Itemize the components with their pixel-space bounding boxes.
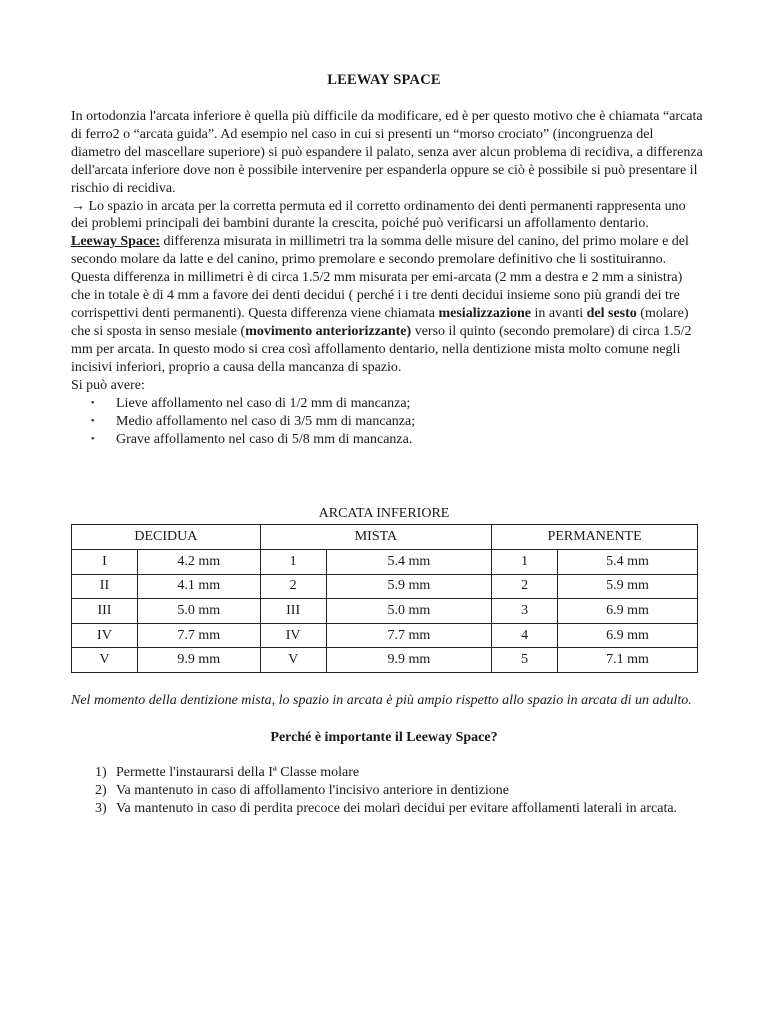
table-cell: 1 xyxy=(492,550,558,575)
list-item xyxy=(71,782,683,800)
leeway-term: Leeway Space: xyxy=(71,234,161,250)
table-cell: 7.1 mm xyxy=(558,648,698,673)
paragraph-difference xyxy=(71,269,703,376)
difference-text-c: in avanti xyxy=(531,305,587,321)
paragraph-definition xyxy=(71,233,703,269)
table-cell: 5 xyxy=(492,648,558,673)
table-cell: 5.4 mm xyxy=(558,550,698,575)
list-item-text: Va mantenuto in caso di perdita precoce dei molari decidui per evitare affollamenti laterali in arcata. xyxy=(116,801,678,816)
table-cell: IV xyxy=(72,623,138,648)
table-cell: 7.7 mm xyxy=(137,623,260,648)
table-cell: 5.0 mm xyxy=(326,599,492,624)
list-item-text: Permette l'instaurarsi della Iª Classe molare xyxy=(116,765,360,780)
document-title: LEEWAY SPACE xyxy=(327,72,441,88)
header-decidua: DECIDUA xyxy=(72,525,261,550)
bullet-icon: • xyxy=(91,415,95,427)
table-cell: 9.9 mm xyxy=(137,648,260,673)
table-cell: III xyxy=(72,599,138,624)
table-cell: III xyxy=(260,599,326,624)
document-body xyxy=(71,108,703,450)
table-row xyxy=(72,623,698,648)
table-cell: 4 xyxy=(492,623,558,648)
italic-note: Nel momento della dentizione mista, lo spazio in arcata è più ampio rispetto allo spazio in arcata di un adulto. xyxy=(71,693,692,708)
difference-text-e: (molare) che si sposta in senso mesiale ( xyxy=(71,305,689,339)
item-number: 3) xyxy=(95,801,107,816)
paragraph-arrow: → Lo spazio in arcata per la corretta permuta ed il corretto ordinamento dei denti permanenti rappresenta uno dei problemi principali dei bambini durante la crescita, poiché può verificarsi un affollamento dentario. xyxy=(71,198,686,232)
section-subtitle: Perché è importante il Leeway Space? xyxy=(270,730,498,745)
table-cell: IV xyxy=(260,623,326,648)
list-item-text: Grave affollamento nel caso di 5/8 mm di mancanza. xyxy=(116,432,413,448)
table-cell: I xyxy=(72,550,138,575)
table-cell: 2 xyxy=(492,574,558,599)
term-movimento: movimento anteriorizzante) xyxy=(245,323,412,339)
list-item-text: Medio affollamento nel caso di 3/5 mm di mancanza; xyxy=(116,413,416,429)
difference-text-g: verso il quinto (secondo premolare) di circa 1.5/2 mm per arcata. In questo modo si crea così affollamento dentario, nella dentizione mista molto comune negli incisivi inferiori, proprio a causa della mancanza di spazio. xyxy=(71,323,692,375)
item-number: 2) xyxy=(95,783,107,798)
definition-text: differenza misurata in millimetri tra la somma delle misure del canino, del primo molare e del secondo molare da latte e del canino, primo premolare e secondo premolare definitivo che li sostituiranno. xyxy=(71,234,689,268)
paragraph-si-puo: Si può avere: xyxy=(71,377,145,393)
arcata-table xyxy=(71,524,698,673)
header-mista: MISTA xyxy=(260,525,492,550)
table-cell: 1 xyxy=(260,550,326,575)
table-cell: 3 xyxy=(492,599,558,624)
term-del-sesto: del sesto xyxy=(586,305,637,321)
bullet-icon: • xyxy=(91,434,95,446)
table-cell: 7.7 mm xyxy=(326,623,492,648)
table-cell: 4.2 mm xyxy=(137,550,260,575)
list-item-text: Lieve affollamento nel caso di 1/2 mm di mancanza; xyxy=(116,395,411,411)
list-item-text: Va mantenuto in caso di affollamento l'incisivo anteriore in dentizione xyxy=(116,783,509,798)
reasons-list xyxy=(71,764,683,818)
item-number: 1) xyxy=(95,765,107,780)
table-row xyxy=(72,550,698,575)
table-cell: 6.9 mm xyxy=(558,623,698,648)
table-cell: V xyxy=(72,648,138,673)
list-item xyxy=(71,764,683,782)
table-cell: 5.0 mm xyxy=(137,599,260,624)
table-row xyxy=(72,599,698,624)
table-cell: II xyxy=(72,574,138,599)
table-cell: 5.9 mm xyxy=(558,574,698,599)
table-cell: 5.9 mm xyxy=(326,574,492,599)
paragraph-intro: In ortodonzia l'arcata inferiore è quella più difficile da modificare, ed è per questo motivo che è chiamata “arcata di ferro2 o “arcata guida”. Ad esempio nel caso in cui si presenti un “morso crociato” (incongruenza del diametro del mascellare superiore) si può espandere il palato, senza aver alcun problema di recidiva, a differenza dell'arcata inferiore dove non è possibile intervenire per espanderla oppure se ciò è possibile si può presentare il rischio di recidiva. xyxy=(71,109,703,196)
table-cell: 9.9 mm xyxy=(326,648,492,673)
bullet-icon: • xyxy=(91,397,95,409)
list-item xyxy=(71,800,683,818)
table-cell: V xyxy=(260,648,326,673)
table-cell: 5.4 mm xyxy=(326,550,492,575)
table-caption: ARCATA INFERIORE xyxy=(318,506,450,521)
table-cell: 2 xyxy=(260,574,326,599)
list-item xyxy=(71,431,703,449)
term-mesializzazione: mesializzazione xyxy=(438,305,532,321)
table-cell: 4.1 mm xyxy=(137,574,260,599)
table-row xyxy=(72,574,698,599)
list-item xyxy=(71,413,703,431)
table-cell: 6.9 mm xyxy=(558,599,698,624)
list-item xyxy=(71,395,703,413)
crowding-list xyxy=(71,395,703,450)
table-row xyxy=(72,648,698,673)
table-header-row xyxy=(72,525,698,550)
header-permanente: PERMANENTE xyxy=(492,525,698,550)
difference-text-a: Questa differenza in millimetri è di circa 1.5/2 mm misurata per emi-arcata (2 mm a destra e 2 mm a sinistra) che in totale è di 4 mm a favore dei denti decidui ( perché i i tre denti decidui insieme sono più grandi dei tre corrispettivi denti permanenti). Questa differenza viene chiamata xyxy=(71,270,683,321)
